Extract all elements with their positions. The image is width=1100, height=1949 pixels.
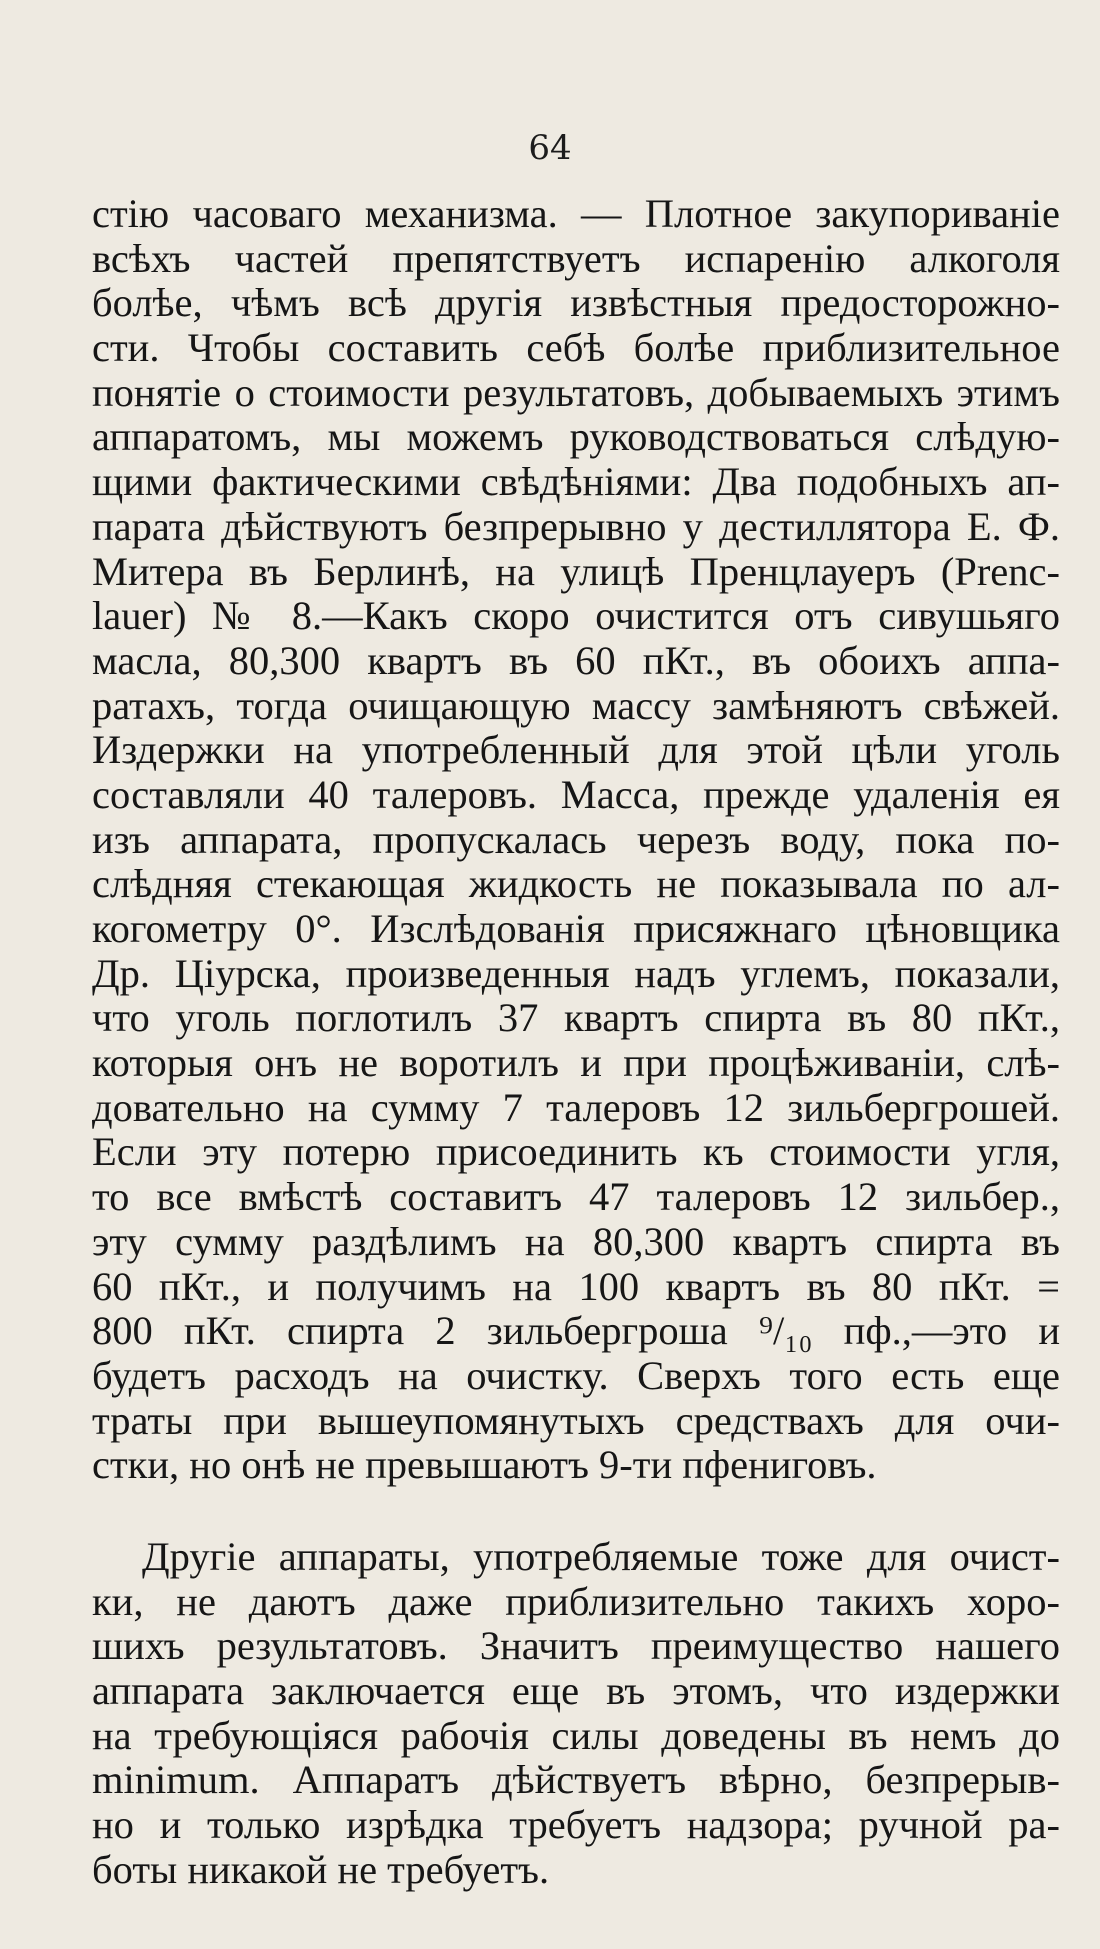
text-line: то все вмѣстѣ составитъ 47 талеровъ 12 зильбер., [92,1174,1060,1220]
text-line: болѣе, чѣмъ всѣ другія извѣстныя предосторожно- [92,280,1060,326]
text-line: слѣдняя стекающая жидкость не показывала по ал- [92,861,1060,907]
text-line: ратахъ, тогда очищающую массу замѣняютъ свѣжей. [92,682,1060,728]
text-line: 800 пКт. спирта 2 зильбергроша ⁹/₁₀ пф.,—это и [92,1308,1060,1354]
text-line: ки, не даютъ даже приблизительно такихъ хоро- [92,1578,1060,1624]
text-line: довательно на сумму 7 талеровъ 12 зильбергрошей. [92,1084,1060,1130]
text-line: парата дѣйствуютъ безпрерывно у дестиллятора Е. Ф. [92,503,1060,549]
text-line: изъ аппарата, пропускалась черезъ воду, пока по- [92,816,1060,862]
text-line: сти. Чтобы составить себѣ болѣе приблизительное [92,325,1060,371]
text-line: аппаратомъ, мы можемъ руководствоваться слѣдую- [92,414,1060,460]
text-line: minimum. Аппаратъ дѣйствуетъ вѣрно, безпрерыв- [92,1757,1060,1803]
text-line: когометру 0°. Изслѣдованія присяжнаго цѣновщика [92,906,1060,951]
text-line: эту сумму раздѣлимъ на 80,300 квартъ спирта въ [92,1218,1060,1264]
text-line: Другіе аппараты, употребляемые тоже для очист- [142,1534,1060,1579]
text-line: боты никакой не требуетъ. [92,1846,550,1892]
text-line: lauer) № 8.—Какъ скоро очистится отъ сивушьяго [92,593,1060,639]
text-line: Др. Ціурска, произведенныя надъ углемъ, показали, [92,950,1060,996]
paragraph-2 [92,1535,1060,1893]
text-line: стки, но онѣ не превышаютъ 9-ти пфениговъ. [92,1442,877,1488]
text-line: Митера въ Берлинѣ, на улицѣ Пренцлауеръ (Prenc- [92,548,1060,594]
text-line: составляли 40 талеровъ. Масса, прежде удаленія ея [92,771,1060,817]
text-line: всѣхъ частей препятствуетъ испаренію алкоголя [92,235,1060,281]
text-line: щими фактическими свѣдѣніями: Два подобныхъ ап- [92,459,1060,505]
text-line: что уголь поглотилъ 37 квартъ спирта въ 80 пКт., [92,995,1060,1041]
text-line: 60 пКт., и получимъ на 100 квартъ въ 80 пКт. = [92,1263,1060,1309]
text-line: будетъ расходъ на очистку. Сверхъ того есть еще [92,1352,1060,1398]
text-line: понятіе о стоимости результатовъ, добываемыхъ этимъ [92,369,1060,415]
text-line: аппарата заключается еще въ этомъ, что издержки [92,1668,1060,1714]
text-line: стію часоваго механизма. — Плотное закупориваніе [92,191,1060,236]
text-line: но и только изрѣдка требуетъ надзора; ручной ра- [92,1802,1060,1848]
text-line: которыя онъ не воротилъ и при процѣживаніи, слѣ- [92,1040,1060,1086]
page-number: 64 [528,128,572,168]
text-line: на требующіяся рабочія силы доведены въ немъ до [92,1712,1060,1758]
paragraph-1 [92,192,1060,1488]
text-line: траты при вышеупомянутыхъ средствахъ для очи- [92,1397,1060,1443]
text-line: шихъ результатовъ. Значитъ преимущество нашего [92,1623,1060,1669]
text-line: Издержки на употребленный для этой цѣли уголь [92,727,1060,773]
text-line: масла, 80,300 квартъ въ 60 пКт., въ обоихъ аппа- [92,637,1060,683]
text-line: Если эту потерю присоединить къ стоимости угля, [92,1129,1060,1175]
